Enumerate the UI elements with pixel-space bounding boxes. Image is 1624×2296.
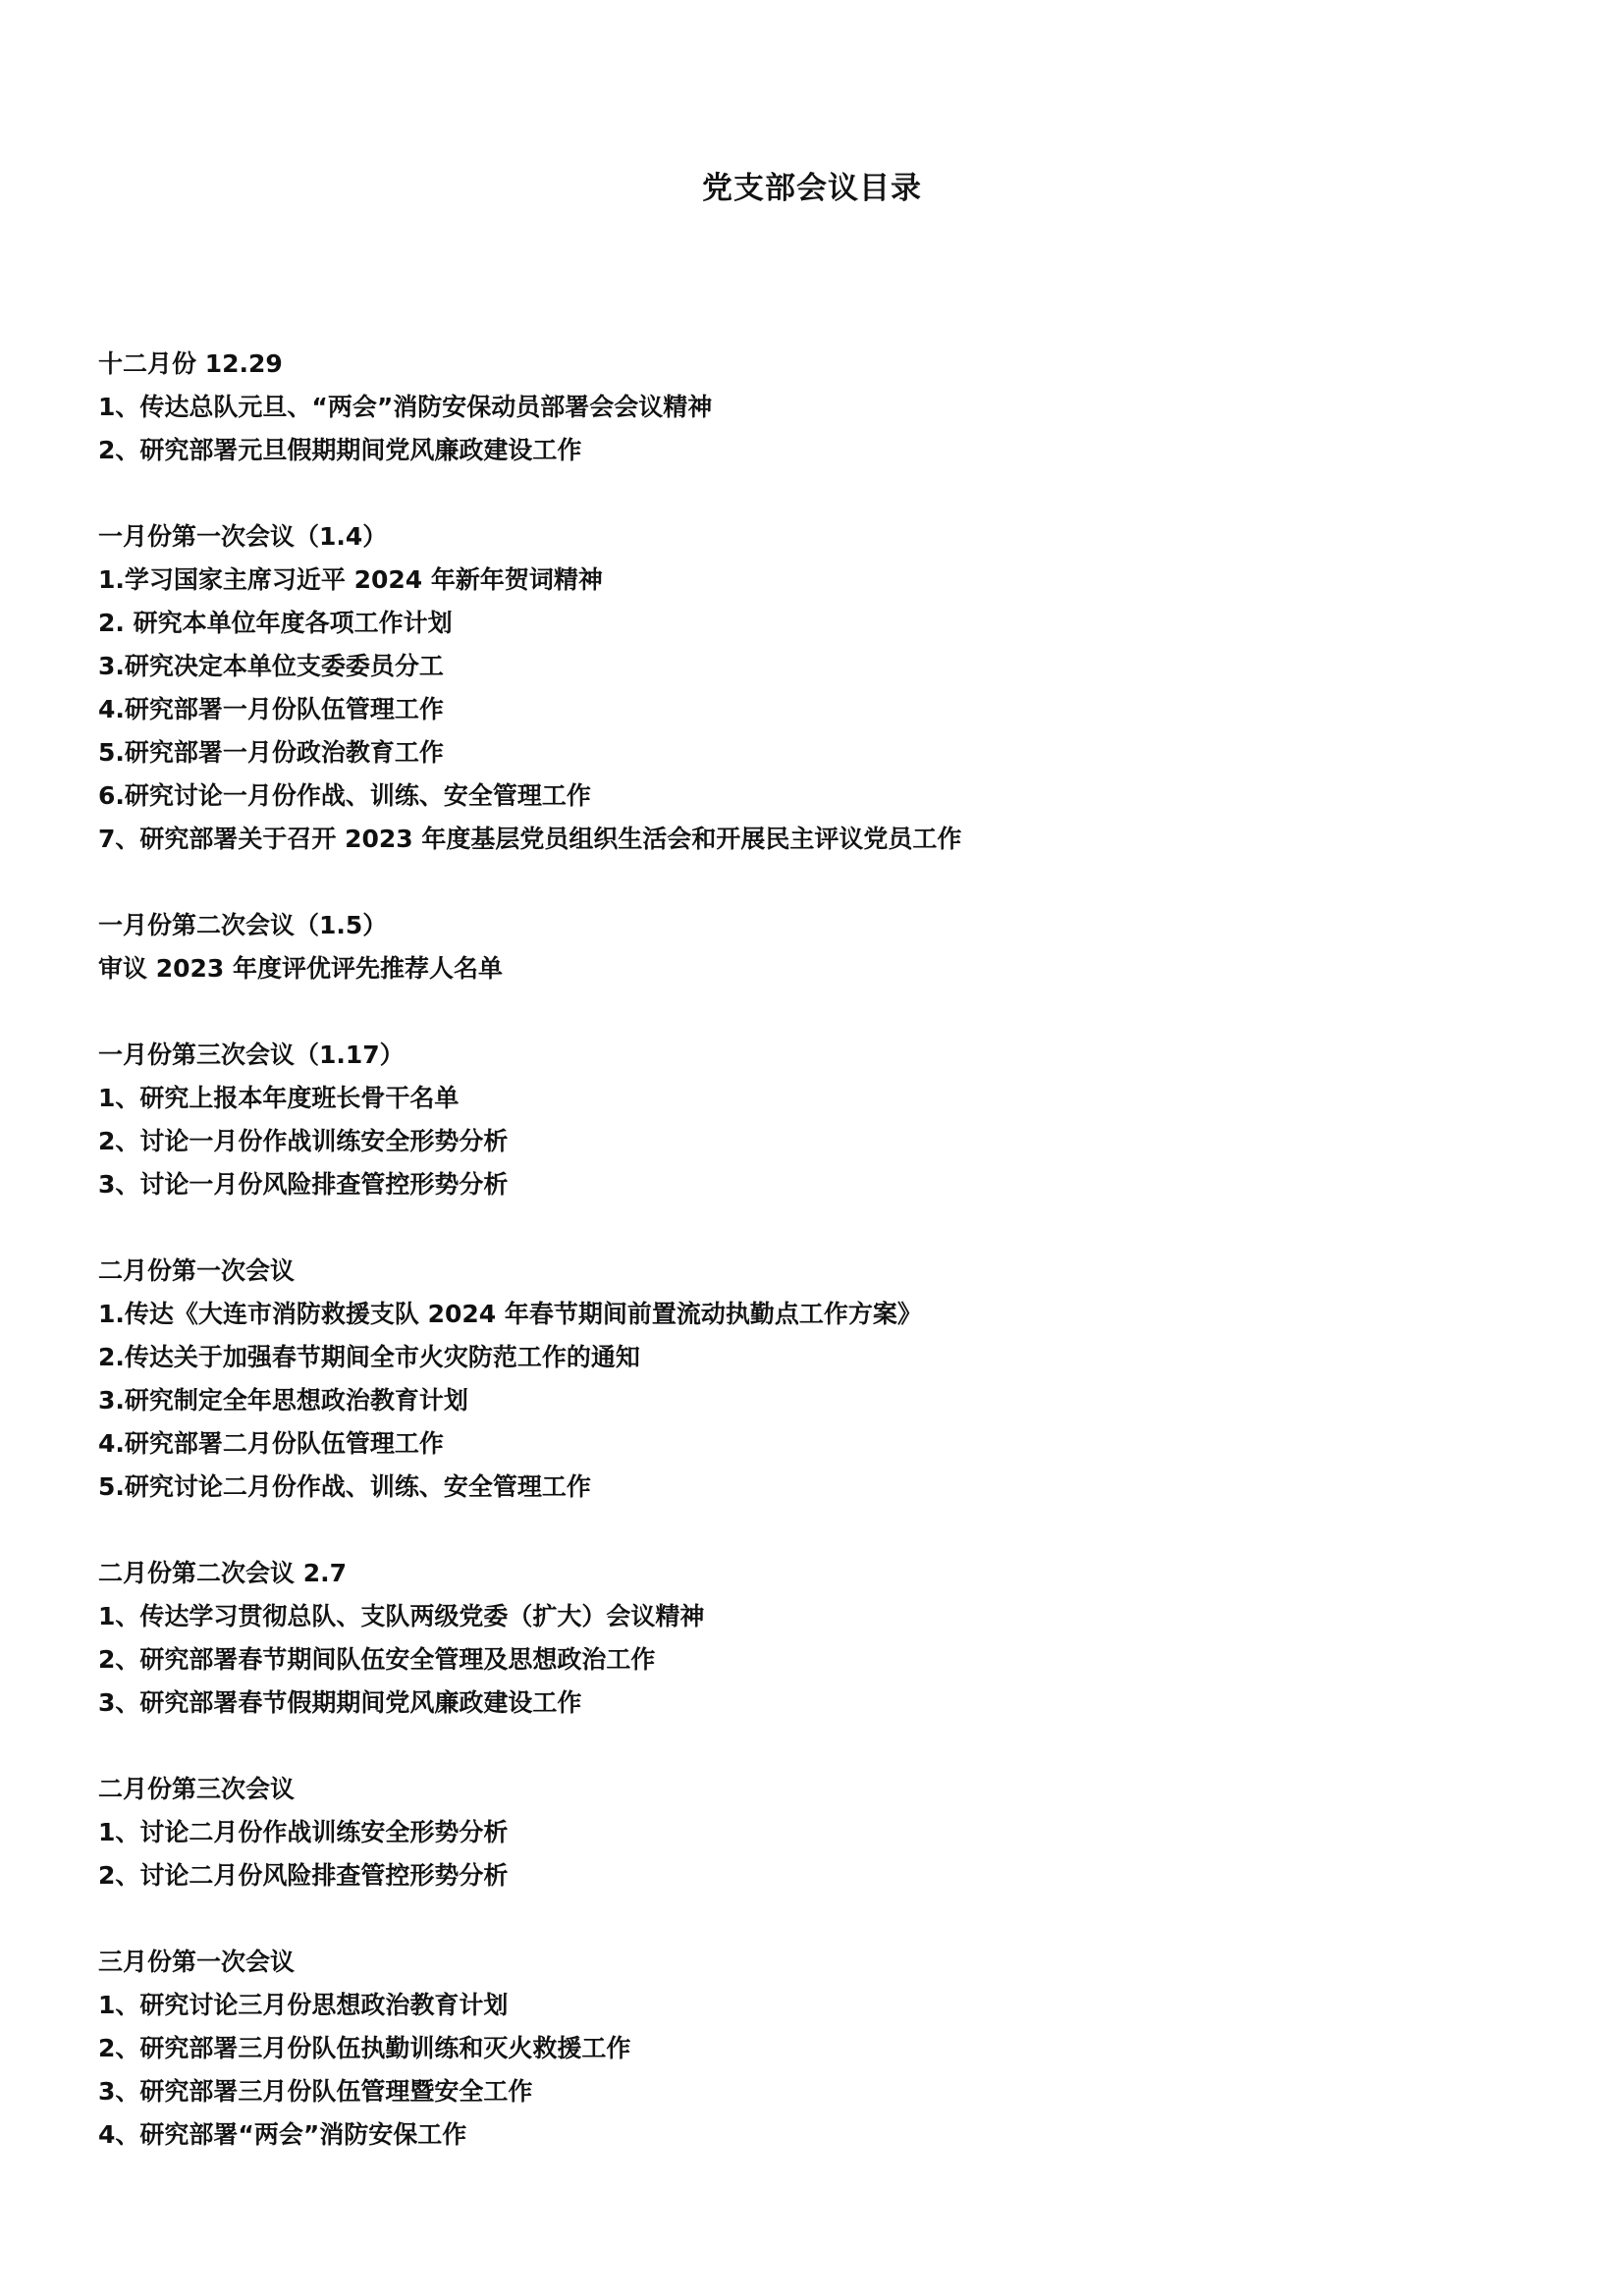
- meeting-heading: 二月份第一次会议: [98, 1256, 296, 1285]
- page-title: 党支部会议目录: [702, 171, 922, 206]
- agenda-item: 6.研究讨论一月份作战、训练、安全管理工作: [98, 781, 591, 810]
- meeting-section-feb-first: [98, 1250, 1512, 1509]
- meeting-section-feb-third: [98, 1768, 1512, 1897]
- meeting-section-jan-third: [98, 1034, 1512, 1206]
- agenda-item: 4、研究部署“两会”消防安保工作: [98, 2120, 467, 2149]
- agenda-item: 3、研究部署三月份队伍管理暨安全工作: [98, 2077, 533, 2106]
- meeting-heading: 三月份第一次会议: [98, 1948, 296, 1976]
- agenda-item: 4.研究部署二月份队伍管理工作: [98, 1429, 444, 1458]
- agenda-item: 3.研究制定全年思想政治教育计划: [98, 1386, 468, 1415]
- meeting-heading: 一月份第二次会议（1.5）: [98, 911, 388, 939]
- agenda-item: 2、研究部署元旦假期期间党风廉政建设工作: [98, 436, 582, 464]
- agenda-item: 3、研究部署春节假期期间党风廉政建设工作: [98, 1688, 582, 1717]
- agenda-item: 2. 研究本单位年度各项工作计划: [98, 609, 453, 637]
- agenda-item: 1、研究上报本年度班长骨干名单: [98, 1084, 460, 1112]
- agenda-item: 3、讨论一月份风险排查管控形势分析: [98, 1170, 509, 1199]
- meeting-heading: 二月份第二次会议 2.7: [98, 1559, 347, 1587]
- agenda-item: 5.研究讨论二月份作战、训练、安全管理工作: [98, 1472, 591, 1501]
- agenda-item: 2、讨论一月份作战训练安全形势分析: [98, 1127, 509, 1155]
- meeting-section-jan-first: [98, 515, 1512, 861]
- agenda-item: 1、传达总队元旦、“两会”消防安保动员部署会会议精神: [98, 393, 713, 421]
- agenda-item: 5.研究部署一月份政治教育工作: [98, 738, 444, 767]
- meeting-section-dec-1229: [98, 343, 1512, 472]
- agenda-item: 4.研究部署一月份队伍管理工作: [98, 695, 444, 723]
- agenda-item: 1.传达《大连市消防救援支队 2024 年春节期间前置流动执勤点工作方案》: [98, 1300, 922, 1328]
- meeting-heading: 一月份第一次会议（1.4）: [98, 522, 388, 551]
- agenda-item: 1、讨论二月份作战训练安全形势分析: [98, 1818, 509, 1846]
- agenda-item: 1、研究讨论三月份思想政治教育计划: [98, 1991, 509, 2019]
- agenda-item: 2、研究部署三月份队伍执勤训练和灭火救援工作: [98, 2034, 631, 2062]
- meeting-section-feb-second: [98, 1552, 1512, 1725]
- meeting-section-jan-second: [98, 904, 1512, 990]
- agenda-item: 2、讨论二月份风险排查管控形势分析: [98, 1861, 509, 1890]
- agenda-item: 1、传达学习贯彻总队、支队两级党委（扩大）会议精神: [98, 1602, 705, 1630]
- agenda-item: 2、研究部署春节期间队伍安全管理及思想政治工作: [98, 1645, 656, 1674]
- agenda-item: 2.传达关于加强春节期间全市火灾防范工作的通知: [98, 1343, 640, 1371]
- agenda-item: 1.学习国家主席习近平 2024 年新年贺词精神: [98, 565, 603, 594]
- meeting-heading: 十二月份 12.29: [98, 349, 283, 378]
- agenda-item: 3.研究决定本单位支委委员分工: [98, 652, 444, 680]
- meeting-heading: 一月份第三次会议（1.17）: [98, 1041, 405, 1069]
- meeting-heading: 二月份第三次会议: [98, 1775, 296, 1803]
- agenda-item: 审议 2023 年度评优评先推荐人名单: [98, 954, 503, 983]
- agenda-item: 7、研究部署关于召开 2023 年度基层党员组织生活会和开展民主评议党员工作: [98, 825, 962, 853]
- meeting-section-mar-first: [98, 1941, 1512, 2157]
- meeting-list: [98, 343, 1512, 2200]
